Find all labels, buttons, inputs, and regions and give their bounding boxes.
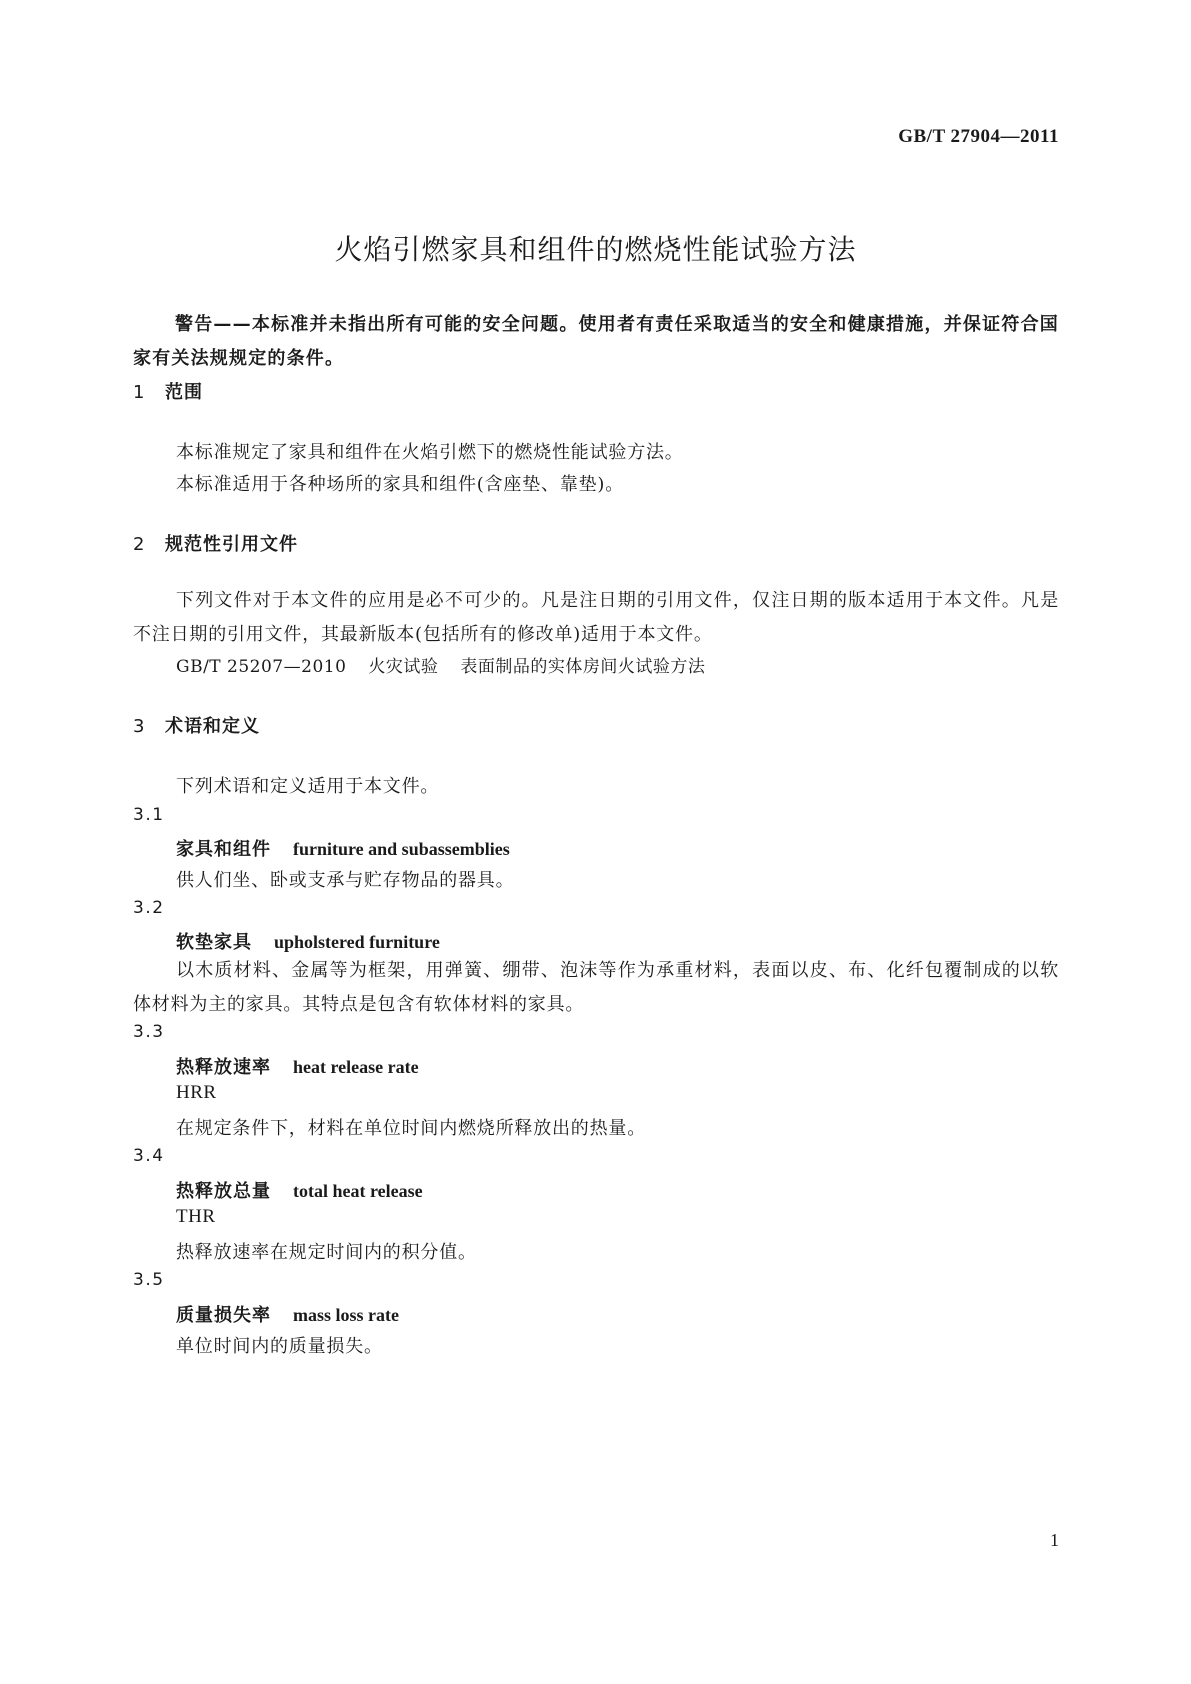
term-english: mass loss rate — [293, 1305, 399, 1325]
references-intro: 下列文件对于本文件的应用是必不可少的。凡是注日期的引用文件，仅注日期的版本适用于本文件。凡是不注日期的引用文件，其最新版本(包括所有的修改单)适用于本文件。 — [133, 590, 1059, 645]
term-definition: 热释放速率在规定时间内的积分值。 — [176, 1242, 477, 1263]
term-chinese: 家具和组件 — [176, 839, 271, 860]
document-title: 火焰引燃家具和组件的燃烧性能试验方法 — [334, 233, 857, 266]
term-definition: 在规定条件下，材料在单位时间内燃烧所释放出的热量。 — [176, 1118, 646, 1139]
term-number: 3.5 — [133, 1270, 165, 1290]
section-heading-scope — [133, 378, 203, 404]
term-entry — [176, 928, 440, 954]
reference-code: GB/T 25207—2010 — [176, 657, 347, 677]
section-number: 1 — [133, 382, 146, 403]
term-chinese: 软垫家具 — [176, 932, 252, 953]
page-number: 1 — [1050, 1530, 1059, 1550]
term-chinese: 热释放总量 — [176, 1181, 271, 1202]
section-number: 3 — [133, 716, 146, 737]
term-chinese: 质量损失率 — [176, 1305, 271, 1326]
section-number: 2 — [133, 534, 146, 555]
scope-paragraph: 本标准适用于各种场所的家具和组件(含座垫、靠垫)。 — [176, 474, 625, 495]
section-title: 术语和定义 — [165, 716, 260, 737]
term-english: upholstered furniture — [274, 932, 440, 952]
term-entry — [176, 835, 510, 861]
term-number: 3.2 — [133, 898, 165, 918]
reference-item — [176, 652, 727, 677]
term-chinese: 热释放速率 — [176, 1057, 271, 1078]
term-entry — [176, 1177, 423, 1203]
term-english: heat release rate — [293, 1057, 419, 1077]
term-number: 3.3 — [133, 1022, 165, 1042]
section-title: 范围 — [165, 382, 203, 403]
term-number: 3.1 — [133, 805, 165, 825]
term-abbreviation: HRR — [176, 1082, 217, 1103]
term-definition: 单位时间内的质量损失。 — [176, 1336, 383, 1357]
warning-notice: 警告——本标准并未指出所有可能的安全问题。使用者有责任采取适当的安全和健康措施，并保证符合国家有关法规规定的条件。 — [133, 314, 1059, 369]
section-heading-terms — [133, 712, 260, 738]
term-english: total heat release — [293, 1181, 423, 1201]
terms-intro: 下列术语和定义适用于本文件。 — [176, 776, 440, 797]
term-definition: 以木质材料、金属等为框架，用弹簧、绷带、泡沫等作为承重材料，表面以皮、布、化纤包覆制成的以软体材料为主的家具。其特点是包含有软体材料的家具。 — [133, 960, 1059, 1015]
reference-title-part: 表面制品的实体房间火试验方法 — [460, 657, 706, 677]
term-english: furniture and subassemblies — [293, 839, 510, 859]
section-title: 规范性引用文件 — [165, 534, 298, 555]
scope-paragraph: 本标准规定了家具和组件在火焰引燃下的燃烧性能试验方法。 — [176, 442, 684, 463]
term-entry — [176, 1053, 419, 1079]
section-heading-references — [133, 530, 298, 556]
term-entry — [176, 1301, 399, 1327]
reference-title-part: 火灾试验 — [368, 657, 439, 677]
standard-code: GB/T 27904—2011 — [898, 126, 1059, 147]
term-number: 3.4 — [133, 1146, 165, 1166]
term-definition: 供人们坐、卧或支承与贮存物品的器具。 — [176, 870, 515, 891]
term-abbreviation: THR — [176, 1206, 216, 1227]
